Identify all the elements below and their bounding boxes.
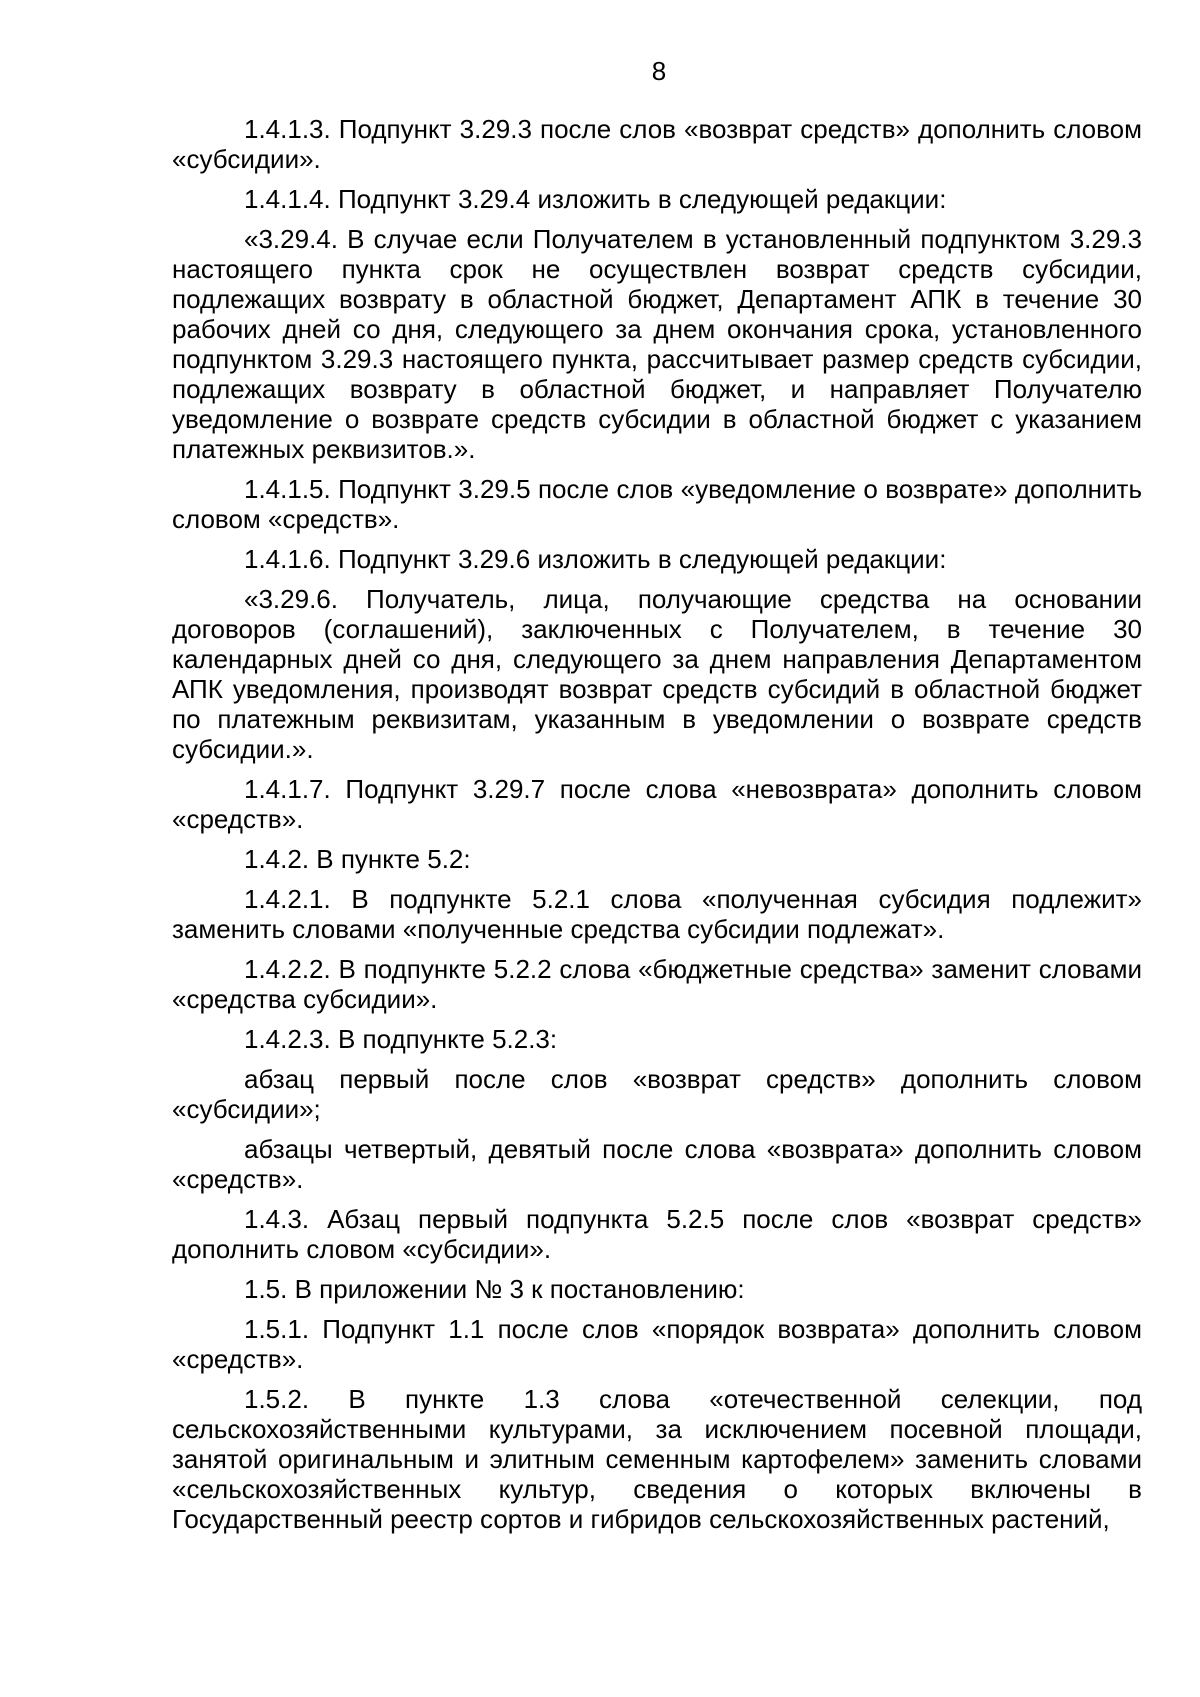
paragraph-1-4-1-7: 1.4.1.7. Подпункт 3.29.7 после слова «невозврата» дополнить словом «средств». [172,774,1142,834]
page-number: 8 [651,56,667,86]
paragraph-1-4-1-4: 1.4.1.4. Подпункт 3.29.4 изложить в следующей редакции: [244,184,947,214]
paragraph-1-4-1-5: 1.4.1.5. Подпункт 3.29.5 после слов «уведомление о возврате» дополнить словом «средств». [172,474,1142,534]
paragraph-quote-3-29-6: «3.29.6. Получатель, лица, получающие средства на основании договоров (соглашений), заключенных с Получателем, в течение 30 календарных дней со дня, следующего за днем направления Департаментом АПК уведомления, производят возврат средств субсидий в областной бюджет по платежным реквизитам, указанным в уведомлении о возврате средств субсидии.». [172,584,1142,764]
paragraph-1-4-1-6: 1.4.1.6. Подпункт 3.29.6 изложить в следующей редакции: [244,544,947,574]
document-body [172,114,1142,1540]
paragraph-1-4-2: 1.4.2. В пункте 5.2: [244,844,471,874]
paragraph-1-4-3: 1.4.3. Абзац первый подпункта 5.2.5 после слов «возврат средств» дополнить словом «субсидии». [172,1204,1142,1264]
paragraph-abzacy-fourth-ninth: абзацы четвертый, девятый после слова «возврата» дополнить словом «средств». [172,1134,1142,1194]
paragraph-1-4-2-3: 1.4.2.3. В подпункте 5.2.3: [244,1024,558,1054]
paragraph-1-5-2: 1.5.2. В пункте 1.3 слова «отечественной селекции, под сельскохозяйственными культурами, за исключением посевной площади, занятой оригинальным и элитным семенным картофелем» заменить словами «сельскохозяйственных культур, сведения о которых включены в Государственный реестр сортов и гибридов сельскохозяйственных растений, [172,1384,1142,1534]
paragraph-abzac-first: абзац первый после слов «возврат средств» дополнить словом «субсидии»; [172,1064,1142,1124]
paragraph-1-4-1-3: 1.4.1.3. Подпункт 3.29.3 после слов «возврат средств» дополнить словом «субсидии». [172,114,1142,174]
paragraph-1-4-2-2: 1.4.2.2. В подпункте 5.2.2 слова «бюджетные средства» заменит словами «средства субсидии». [172,954,1142,1014]
paragraph-1-5: 1.5. В приложении № 3 к постановлению: [244,1274,745,1304]
paragraph-1-4-2-1: 1.4.2.1. В подпункте 5.2.1 слова «полученная субсидия подлежит» заменить словами «полученные средства субсидии подлежат». [172,884,1142,944]
paragraph-quote-3-29-4: «3.29.4. В случае если Получателем в установленный подпунктом 3.29.3 настоящего пункта срок не осуществлен возврат средств субсидии, подлежащих возврату в областной бюджет, Департамент АПК в течение 30 рабочих дней со дня, следующего за днем окончания срока, установленного подпунктом 3.29.3 настоящего пункта, рассчитывает размер средств субсидии, подлежащих возврату в областной бюджет, и направляет Получателю уведомление о возврате средств субсидии в областной бюджет с указанием платежных реквизитов.». [172,224,1142,464]
paragraph-1-5-1: 1.5.1. Подпункт 1.1 после слов «порядок возврата» дополнить словом «средств». [172,1314,1142,1374]
